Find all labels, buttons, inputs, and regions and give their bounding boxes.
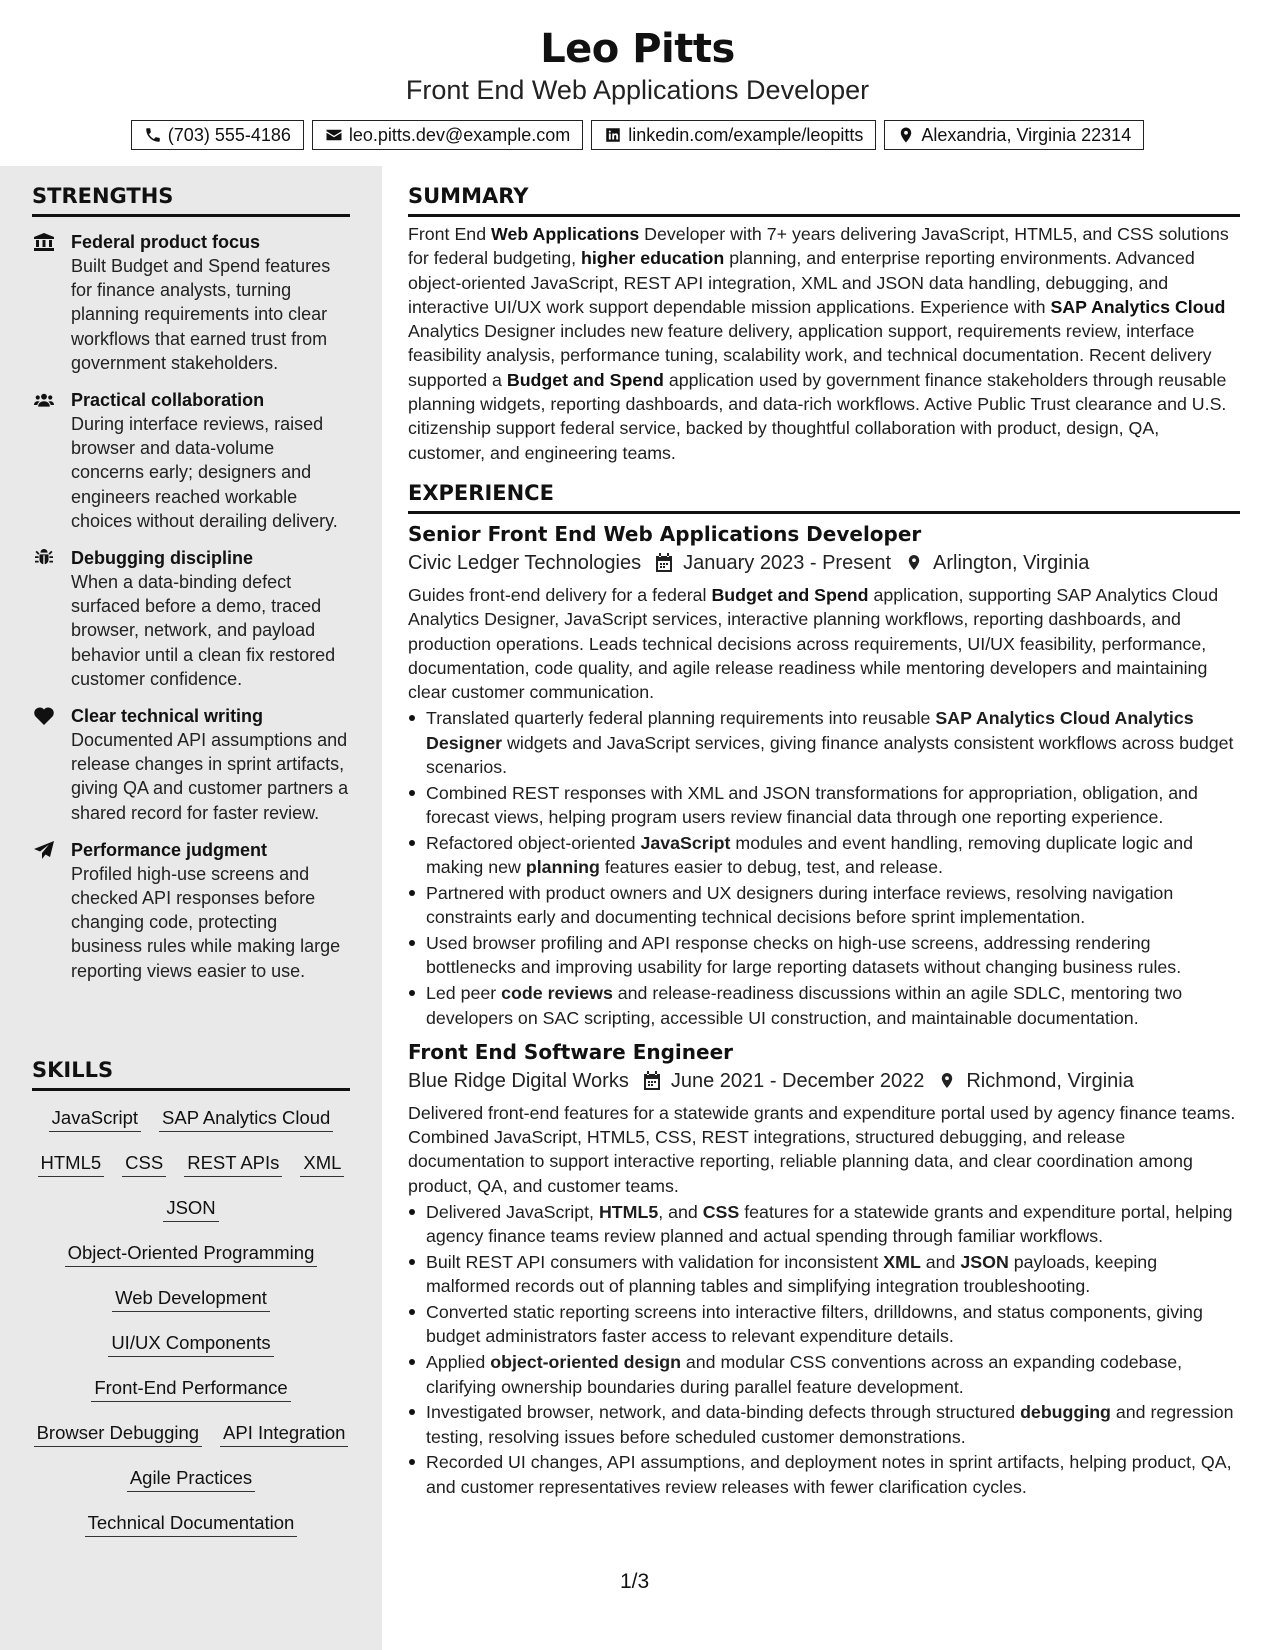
emphasis-text: planning — [525, 857, 600, 878]
emphasis-text: object-oriented design — [490, 1352, 681, 1373]
emphasis-text: JSON — [960, 1252, 1009, 1273]
contact-phone-text: (703) 555-4186 — [167, 124, 291, 145]
job-bullet: Translated quarterly federal planning requirements into reusable SAP Analytics Cloud Analytics Designer widgets and JavaScript services, giving finance analysts consistent workflows across budget scenarios. — [408, 706, 1240, 779]
job-summary: Delivered front-end features for a statewide grants and expenditure portal used by agency finance teams. Combined JavaScript, HTML5, CSS, REST integrations, structured debugging, and release documentation to support interactive reporting, reliable planning data, and clear coordination among product, QA, and customer teams. — [408, 1102, 1236, 1196]
skills-list — [32, 1104, 350, 1554]
job-bullet: Recorded UI changes, API assumptions, and deployment notes in sprint artifacts, helping product, QA, and customer representatives review releases with fewer clarification cycles. — [408, 1450, 1240, 1499]
bug-icon — [34, 549, 54, 567]
emphasis-text: code reviews — [501, 983, 613, 1004]
job-meta — [408, 1066, 1240, 1096]
sidebar — [0, 166, 382, 1650]
skill-tag: SAP Analytics Cloud — [159, 1104, 333, 1132]
emphasis-text: CSS — [702, 1202, 740, 1222]
strength-item — [32, 388, 350, 533]
experience-title: EXPERIENCE — [408, 478, 1240, 514]
calendar-icon — [643, 1071, 661, 1090]
job-bullet: Built REST API consumers with validation for inconsistent XML and JSON payloads, keeping malformed records out of planning tables and simplifying integration troubleshooting. — [408, 1250, 1240, 1299]
strength-text: Profiled high-use screens and checked API responses before changing code, protecting business rules while making large reporting views easier to use. — [71, 863, 341, 981]
skill-tag: Object-Oriented Programming — [65, 1239, 318, 1267]
skill-tag: Agile Practices — [127, 1464, 255, 1492]
resume-header — [0, 0, 1275, 166]
strength-item — [32, 230, 350, 375]
candidate-role: Front End Web Applications Developer — [405, 75, 870, 105]
strength-text: Built Budget and Spend features for finance analysts, turning planning requirements into clear workflows that earned trust from government stakeholders. — [71, 256, 331, 373]
strength-item — [32, 704, 350, 825]
map-pin-icon — [897, 126, 915, 144]
contact-linkedin[interactable] — [591, 120, 876, 150]
job-bullet: Converted static reporting screens into interactive filters, drilldowns, and status components, giving budget administrators faster access to relevant expenditure details. — [408, 1300, 1240, 1349]
job-bullet: Refactored object-oriented JavaScript modules and event handling, removing duplicate logic and making new planning features easier to debug, test, and release. — [408, 831, 1240, 880]
strength-text: During interface reviews, raised browser and data-volume concerns early; designers and engineers reached workable choices without derailing delivery. — [71, 414, 338, 531]
heart-icon — [34, 707, 54, 725]
job-bullet: Delivered JavaScript, HTML5, and CSS features for a statewide grants and expenditure portal, helping agency finance teams review planned and actual spending through familiar workflows. — [408, 1200, 1240, 1249]
strengths-section — [32, 181, 350, 983]
calendar-icon — [655, 553, 673, 572]
skill-tag: API Integration — [220, 1419, 348, 1447]
job-bullets — [408, 706, 1240, 1029]
strength-title: Practical collaboration — [71, 390, 265, 411]
strength-title: Debugging discipline — [71, 548, 254, 569]
emphasis-text: Budget and Spend — [506, 369, 664, 390]
envelope-icon — [325, 126, 343, 144]
skill-tag: JavaScript — [49, 1104, 141, 1132]
job-location: Arlington, Virginia — [933, 551, 1090, 574]
contact-email[interactable] — [312, 120, 583, 150]
skill-tag: Front-End Performance — [91, 1374, 290, 1402]
skills-title: SKILLS — [32, 1055, 350, 1091]
emphasis-text: XML — [883, 1252, 921, 1273]
contact-location — [884, 120, 1144, 150]
emphasis-text: HTML5 — [598, 1202, 659, 1222]
skill-tag: Technical Documentation — [85, 1509, 298, 1537]
job-bullet: Applied object-oriented design and modular CSS conventions across an expanding codebase, clarifying ownership boundaries during parallel feature development. — [408, 1350, 1240, 1399]
skill-tag: CSS — [122, 1149, 166, 1177]
job-entry — [408, 520, 1240, 1030]
job-bullet: Investigated browser, network, and data-binding defects through structured debugging and regression testing, resolving issues before scheduled customer demonstrations. — [408, 1400, 1240, 1449]
landmark-icon — [34, 233, 54, 251]
candidate-name: Leo Pitts — [540, 26, 735, 72]
skill-tag: UI/UX Components — [108, 1329, 273, 1357]
strength-item — [32, 546, 350, 691]
contact-email-text: leo.pitts.dev@example.com — [348, 124, 571, 145]
skill-tag: Web Development — [112, 1284, 270, 1312]
strength-item — [32, 838, 350, 983]
emphasis-text: debugging — [1020, 1402, 1111, 1423]
job-entry — [408, 1038, 1240, 1499]
strength-title: Clear technical writing — [71, 706, 264, 727]
job-summary: Guides front-end delivery for a federal Budget and Spend application, supporting SAP Analytics Cloud Analytics Designer, JavaScript services, interactive planning workflows, reporting dashboards, and production operations. Leads technical decisions across requirements, UI/UX feasibility, performance, documentation, code quality, and agile release readiness while mentoring developers and maintaining clear customer communication. — [408, 584, 1219, 703]
job-meta — [408, 548, 1240, 578]
strengths-title: STRENGTHS — [32, 181, 350, 217]
strength-text: Documented API assumptions and release changes in sprint artifacts, giving QA and customer partners a shared record for faster review. — [71, 730, 349, 823]
main-content — [408, 181, 1240, 1501]
map-pin-icon — [905, 553, 923, 572]
skill-tag: XML — [300, 1149, 344, 1177]
job-bullet: Partnered with product owners and UX designers during interface reviews, resolving navigation constraints early and documenting technical decisions before sprint implementation. — [408, 881, 1240, 930]
skill-tag: Browser Debugging — [34, 1419, 202, 1447]
map-pin-icon — [938, 1071, 956, 1090]
emphasis-text: JavaScript — [640, 832, 731, 853]
job-bullet: Combined REST responses with XML and JSON transformations for appropriation, obligation, and forecast views, helping program users review financial data through one reporting experience. — [408, 781, 1240, 830]
strength-title: Federal product focus — [71, 232, 261, 252]
strength-text: When a data-binding defect surfaced before a demo, traced browser, network, and payload behavior until a clean fix restored customer confidence. — [71, 572, 336, 689]
job-company: Blue Ridge Digital Works — [408, 1069, 629, 1092]
job-dates: June 2021 - December 2022 — [670, 1069, 925, 1092]
contact-linkedin-text: linkedin.com/example/leopitts — [628, 124, 864, 145]
emphasis-text: SAP Analytics Cloud — [1050, 296, 1226, 317]
job-bullets — [408, 1200, 1240, 1499]
skill-tag: JSON — [163, 1194, 218, 1222]
contact-location-text: Alexandria, Virginia 22314 — [921, 124, 1132, 145]
job-location: Richmond, Virginia — [966, 1069, 1134, 1092]
job-company: Civic Ledger Technologies — [408, 551, 642, 574]
emphasis-text: Budget and Spend — [711, 584, 869, 605]
linkedin-icon — [604, 126, 622, 144]
users-icon — [34, 391, 54, 409]
summary-title: SUMMARY — [408, 181, 1240, 217]
strength-title: Performance judgment — [71, 839, 268, 860]
page-number: 1/3 — [620, 1570, 650, 1593]
job-dates: January 2023 - Present — [683, 551, 892, 574]
emphasis-text: higher education — [581, 248, 725, 269]
skill-tag: REST APIs — [184, 1149, 282, 1177]
summary-text: Front End Web Applications Developer with 7+ years delivering JavaScript, HTML5, and CSS solutions for federal budgeting, higher education planning, and enterprise reporting environments. Advanced object-oriented JavaScript, REST API integration, XML and JSON data handling, debugging, and interactive UI/UX work support dependable mission applications. Experience with SAP Analytics Cloud Analytics Designer includes new feature delivery, application support, requirements review, interface feasibility analysis, performance tuning, scalability work, and technical documentation. Recent delivery supported a Budget and Spend application used by government finance stakeholders through reusable planning widgets, reporting dashboards, and data-rich workflows. Active Public Trust clearance and U.S. citizenship support federal service, backed by thoughtful collaboration with product, design, QA, customer, and engineering teams. — [408, 224, 1229, 463]
paper-plane-icon — [34, 841, 54, 859]
emphasis-text: Web Applications — [491, 224, 640, 244]
contact-phone[interactable] — [131, 120, 304, 150]
job-title: Front End Software Engineer — [408, 1039, 733, 1064]
job-bullet: Led peer code reviews and release-readiness discussions within an agile SDLC, mentoring two developers on SAC scripting, accessible UI construction, and maintainable documentation. — [408, 981, 1240, 1030]
phone-icon — [144, 126, 162, 144]
emphasis-text: SAP Analytics Cloud Analytics Designer — [426, 708, 1194, 753]
skill-tag: HTML5 — [38, 1149, 105, 1177]
skills-section — [32, 1055, 350, 1554]
job-title: Senior Front End Web Applications Developer — [408, 521, 922, 546]
contact-bar — [0, 120, 1275, 150]
job-bullet: Used browser profiling and API response checks on high-use screens, addressing rendering bottlenecks and improving usability for large reporting datasets without changing business rules. — [408, 931, 1240, 980]
